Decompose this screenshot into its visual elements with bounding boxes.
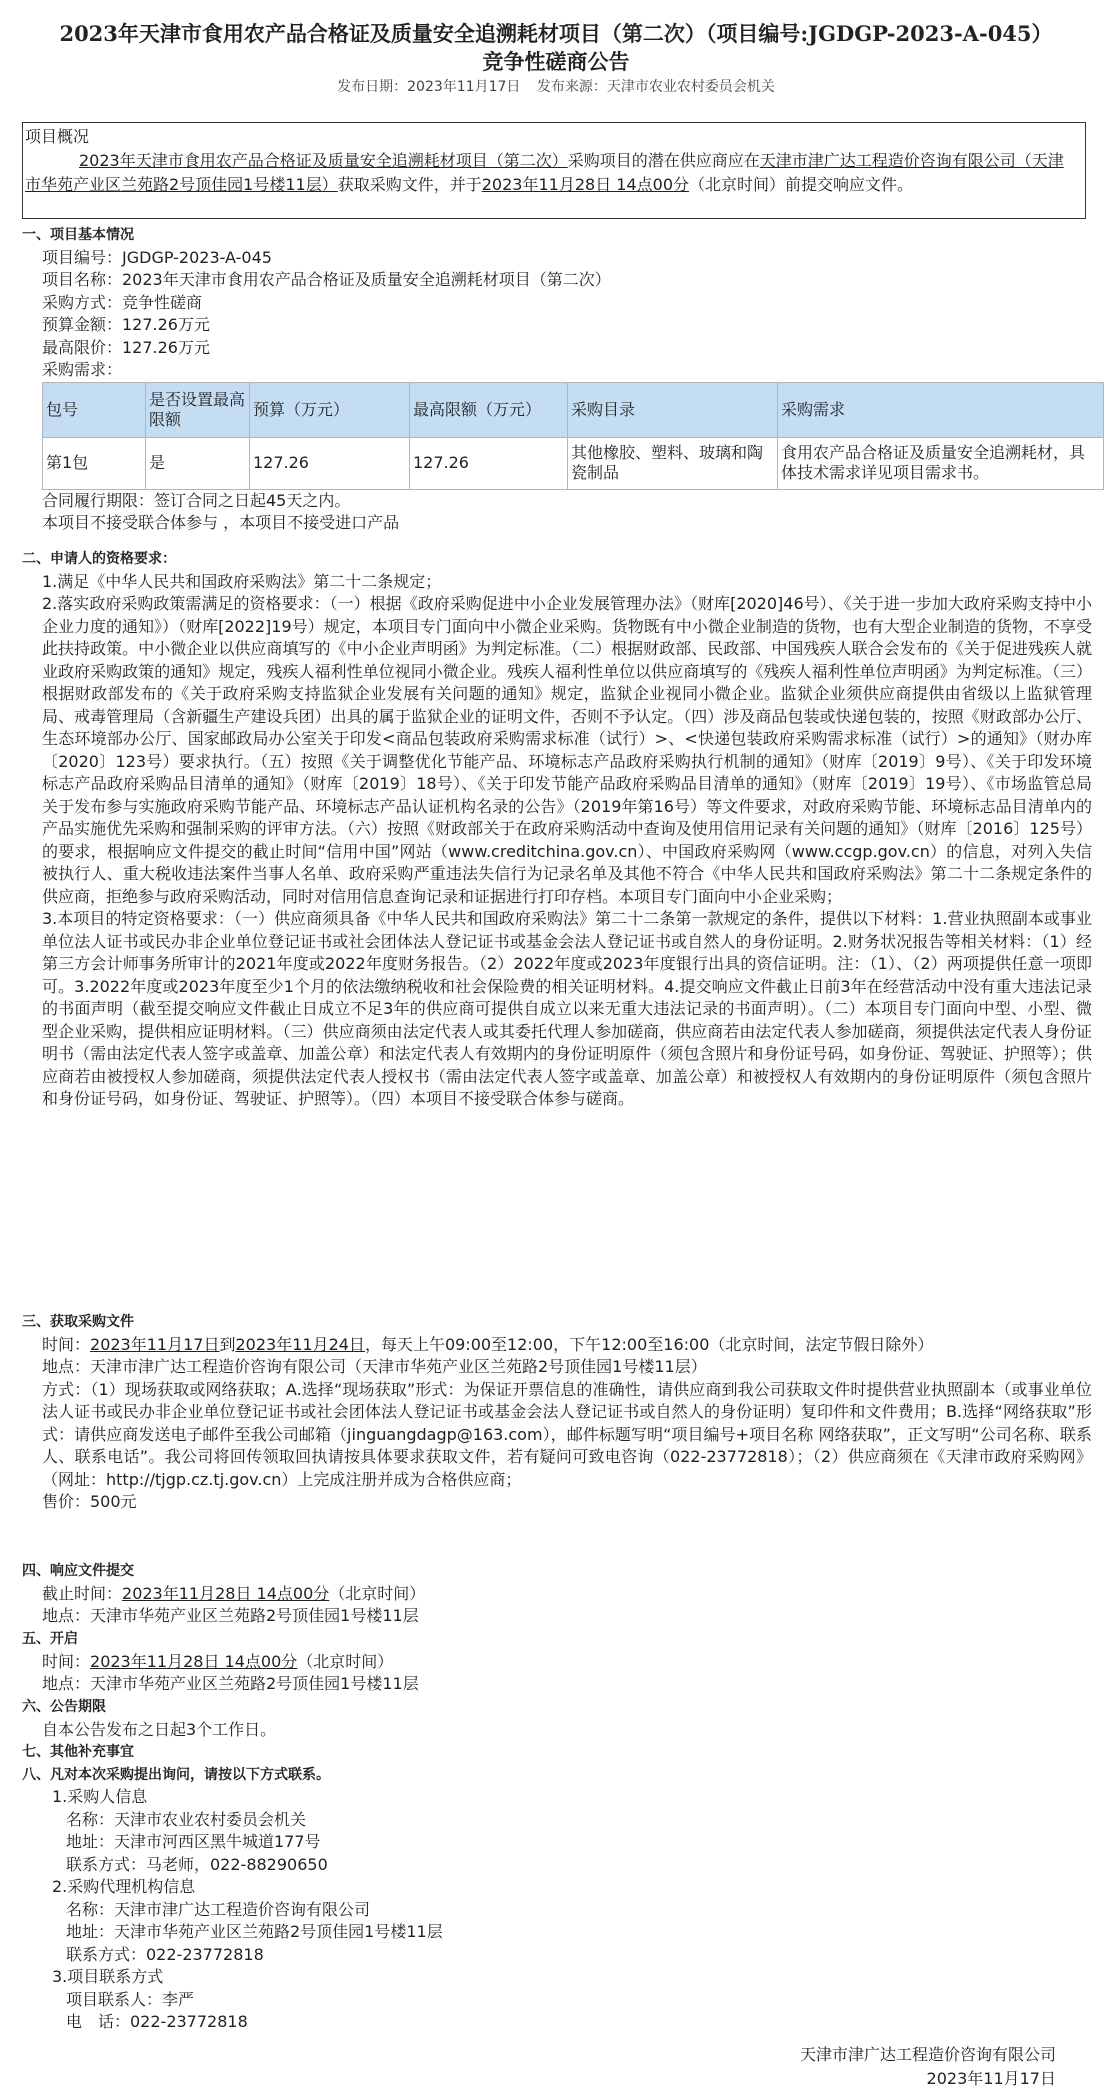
info-line: 采购需求： bbox=[42, 360, 123, 379]
buyer-info-line: 联系方式：马老师，022-88290650 bbox=[66, 1854, 328, 1874]
project-overview-box bbox=[22, 122, 1086, 219]
buyer-info-line: 地址：天津市河西区黑牛城道177号 bbox=[66, 1832, 321, 1851]
overview-text: 2023年天津市食用农产品合格证及质量安全追溯耗材项目（第二次）采购项目的潜在供应商应在天津市津广达工程造价咨询有限公司（天津市华苑产业区兰苑路2号顶佳园1号楼11层）获取采购文件，并于2023年11月28日 14点00分（北京时间）前提交响应文件。 bbox=[25, 151, 1064, 194]
info-line: 项目名称：2023年天津市食用农产品合格证及质量安全追溯耗材项目（第二次） bbox=[42, 270, 611, 289]
table-header-cell: 是否设置最高限额 bbox=[146, 382, 250, 437]
qualification-paragraph: 2.落实政府采购政策需满足的资格要求：（一）根据《政府采购促进中小企业发展管理办法》（财库[2020]46号）、《关于进一步加大政府采购支持中小企业力度的通知》）（财库[2022]19号）规定，本项目专门面向中小微企业采购。货物既有中小微企业制造的货物，也有大型企业制造的货物，不享受此扶持政策。中小微企业以供应商填写的《中小企业声明函》为判定标准。（二）根据财政部、民政部、中国残疾人联合会发布的《关于促进残疾人就业政府采购政策的通知》规定，残疾人福利性单位视同小微企业。残疾人福利性单位以供应商填写的《残疾人福利性单位声明函》为判定标准。（三）根据财政部发布的《关于政府采购支持监狱企业发展有关问题的通知》规定，监狱企业视同小微企业。监狱企业须供应商提供由省级以上监狱管理局、戒毒管理局（含新疆生产建设兵团）出具的属于监狱企业的证明文件，否则不予认定。（四）涉及商品包装或快递包装的，按照《财政部办公厅、生态环境部办公厅、国家邮政局办公室关于印发<商品包装政府采购需求标准（试行）>、<快递包装政府采购需求标准（试行）>的通知》（财办库〔2020〕123号）要求执行。（五）按照《关于调整优化节能产品、环境标志产品政府采购执行机制的通知》（财库〔2019〕9号）、《关于印发环境标志产品政府采购品目清单的通知》（财库〔2019〕18号）、《关于印发节能产品政府采购品目清单的通知》（财库〔2019〕19号）、《市场监管总局关于发布参与实施政府采购节能产品、环境标志产品认证机构名录的公告》（2019年第16号）等文件要求，对政府采购节能、环境标志品目清单内的产品实施优先采购和强制采购的评审方法。（六）按照《财政部关于在政府采购活动中查询及使用信用记录有关问题的通知》（财库〔2016〕125号）的要求，根据响应文件提交的截止时间“信用中国”网站（www.creditchina.gov.cn）、中国政府采购网（www.ccgp.gov.cn）的信息，对列入失信被执行人、重大税收违法案件当事人名单、政府采购严重违法失信行为记录名单及其他不符合《中华人民共和国政府采购法》第二十二条规定条件的供应商，拒绝参与政府采购活动，同时对信用信息查询记录和证据进行打印存档。本项目专门面向中小企业采购； bbox=[42, 594, 1092, 906]
agent-info-line: 联系方式：022-23772818 bbox=[66, 1944, 264, 1964]
section-heading: 二、申请人的资格要求： bbox=[22, 551, 176, 567]
section-qualifications bbox=[22, 548, 1092, 1111]
requirements-table bbox=[42, 382, 1104, 490]
table-cell: 食用农产品合格证及质量安全追溯耗材，具体技术需求详见项目需求书。 bbox=[778, 437, 1104, 489]
buyer-info-title: 1.采购人信息 bbox=[52, 1787, 148, 1806]
page-subtitle: 竞争性磋商公告 bbox=[482, 49, 630, 74]
info-line: 预算金额：127.26万元 bbox=[42, 315, 210, 334]
agent-info-line: 名称：天津市津广达工程造价咨询有限公司 bbox=[66, 1899, 371, 1919]
table-header-cell: 采购需求 bbox=[778, 382, 1104, 437]
info-line: 项目编号：JGDGP-2023-A-045 bbox=[42, 247, 272, 267]
section-heading: 三、获取采购文件 bbox=[22, 1314, 134, 1330]
table-header-row bbox=[43, 382, 1104, 437]
section-heading: 六、公告期限 bbox=[22, 1699, 106, 1715]
qualification-paragraph: 3.本项目的特定资格要求：（一）供应商须具备《中华人民共和国政府采购法》第二十二条第一款规定的条件，提供以下材料：1.营业执照副本或事业单位法人证书或民办非企业单位登记证书或社会团体法人登记证书或基金会法人登记证书或自然人的身份证明。2.财务状况报告等相关材料：（1）经第三方会计师事务所审计的2021年度或2022年度财务报告。（2）2022年度或2023年度银行出具的资信证明。注：（1）、（2）两项提供任意一项即可。3.2022年度或2023年度至少1个月的依法缴纳税收和社会保险费的相关证明材料。4.提交响应文件截止日前3年在经营活动中没有重大违法记录的书面声明（截至提交响应文件截止日成立不足3年的供应商可提供自成立以来无重大违法记录的书面声明）。（二）本项目专门面向中型、小型、微型企业采购，提供相应证明材料。（三）供应商须由法定代表人或其委托代理人参加磋商，供应商若由法定代表人参加磋商，须提供法定代表人身份证明书（需由法定代表人签字或盖章、加盖公章）和法定代表人有效期内的身份证明原件（须包含照片和身份证号码，如身份证、驾驶证、护照等）；供应商若由被授权人参加磋商，须提供法定代表人授权书（需由法定代表人签字或盖章、加盖公章）和被授权人有效期内的身份证明原件（须包含照片和身份证号码，如身份证、驾驶证、护照等）。（四）本项目不接受联合体参与磋商。 bbox=[42, 909, 1092, 1108]
project-contact-line: 项目联系人：李严 bbox=[66, 1989, 195, 2009]
period-text: 自本公告发布之日起3个工作日。 bbox=[42, 1719, 277, 1739]
table-header-cell: 包号 bbox=[43, 382, 146, 437]
table-row bbox=[43, 437, 1104, 489]
opening-time: 时间：2023年11月28日 14点00分（北京时间） bbox=[42, 1651, 394, 1671]
section-remaining bbox=[22, 1696, 1092, 2034]
section-heading: 一、项目基本情况 bbox=[22, 227, 134, 243]
submission-place: 地点：天津市华苑产业区兰苑路2号顶佳园1号楼11层 bbox=[42, 1606, 419, 1625]
table-cell: 其他橡胶、塑料、玻璃和陶瓷制品 bbox=[568, 437, 778, 489]
submission-deadline: 截止时间：2023年11月28日 14点00分（北京时间） bbox=[42, 1583, 426, 1603]
info-line: 最高限价：127.26万元 bbox=[42, 337, 210, 357]
opening-place: 地点：天津市华苑产业区兰苑路2号顶佳园1号楼11层 bbox=[42, 1674, 419, 1693]
signature-org: 天津市津广达工程造价咨询有限公司 bbox=[799, 2045, 1056, 2064]
publish-meta bbox=[0, 76, 1112, 96]
section-heading: 五、开启 bbox=[22, 1631, 78, 1647]
table-cell: 是 bbox=[146, 437, 250, 489]
qualification-paragraph: 1.满足《中华人民共和国政府采购法》第二十二条规定； bbox=[42, 571, 442, 591]
info-line: 合同履行期限：签订合同之日起45天之内。 bbox=[42, 490, 351, 510]
table-header-cell: 预算（万元） bbox=[250, 382, 410, 437]
section-basic-info bbox=[22, 224, 1092, 535]
project-contact-title: 3.项目联系方式 bbox=[52, 1967, 164, 1986]
obtain-price: 售价：500元 bbox=[42, 1492, 137, 1511]
section-obtain-documents bbox=[22, 1311, 1092, 1514]
info-line: 本项目不接受联合体参与 ，本项目不接受进口产品 bbox=[42, 513, 400, 532]
section-heading: 四、响应文件提交 bbox=[22, 1563, 134, 1579]
overview-label: 项目概况 bbox=[25, 127, 90, 146]
obtain-place: 地点：天津市津广达工程造价咨询有限公司（天津市华苑产业区兰苑路2号顶佳园1号楼11层） bbox=[42, 1357, 707, 1376]
table-cell: 127.26 bbox=[410, 437, 568, 489]
info-line: 采购方式：竞争性磋商 bbox=[42, 292, 203, 312]
table-cell: 第1包 bbox=[43, 437, 146, 489]
project-contact-line: 电 话：022-23772818 bbox=[66, 2012, 248, 2031]
section-heading: 七、其他补充事宜 bbox=[22, 1744, 134, 1760]
signature-date: 2023年11月17日 bbox=[926, 2069, 1056, 2088]
section-heading: 八、凡对本次采购提出询问，请按以下方式联系。 bbox=[22, 1766, 330, 1783]
obtain-method: 方式：（1）现场获取或网络获取；A.选择“现场获取”形式：为保证开票信息的准确性，请供应商到我公司获取文件时提供营业执照副本（或事业单位法人证书或民办非企业单位登记证书或社会团体法人登记证书或基金会法人登记证书或自然人的身份证明）复印件和文件费用；B.选择“网络获取”形式：请供应商发送电子邮件至我公司邮箱（jinguangdagp@163.com），邮件标题写明“项目编号+项目名称 网络获取”，正文写明“公司名称、联系人、联系电话”。我公司将回传领取回执请按具体要求获取文件，若有疑问可致电咨询（022-23772818）；（2）供应商须在《天津市政府采购网》（网址：http://tjgp.cz.tj.gov.cn）上完成注册并成为合格供应商； bbox=[42, 1379, 1092, 1489]
section-submission bbox=[22, 1560, 1092, 1628]
obtain-time: 时间：2023年11月17日到2023年11月24日，每天上午09:00至12:00，下午12:00至16:00（北京时间，法定节假日除外） bbox=[42, 1334, 934, 1354]
publish-date: 发布日期：2023年11月17日 bbox=[337, 79, 521, 95]
table-header-cell: 采购目录 bbox=[568, 382, 778, 437]
agent-info-title: 2.采购代理机构信息 bbox=[52, 1877, 196, 1896]
table-header-cell: 最高限额（万元） bbox=[410, 382, 568, 437]
section-opening bbox=[22, 1628, 1092, 1696]
agent-info-line: 地址：天津市华苑产业区兰苑路2号顶佳园1号楼11层 bbox=[66, 1922, 443, 1941]
page-title: 2023年天津市食用农产品合格证及质量安全追溯耗材项目（第二次）（项目编号:JGDGP-2023-A-045） bbox=[59, 21, 1053, 46]
buyer-info-line: 名称：天津市农业农村委员会机关 bbox=[66, 1809, 307, 1829]
publish-source: 发布来源：天津市农业农村委员会机关 bbox=[536, 79, 775, 95]
table-cell: 127.26 bbox=[250, 437, 410, 489]
